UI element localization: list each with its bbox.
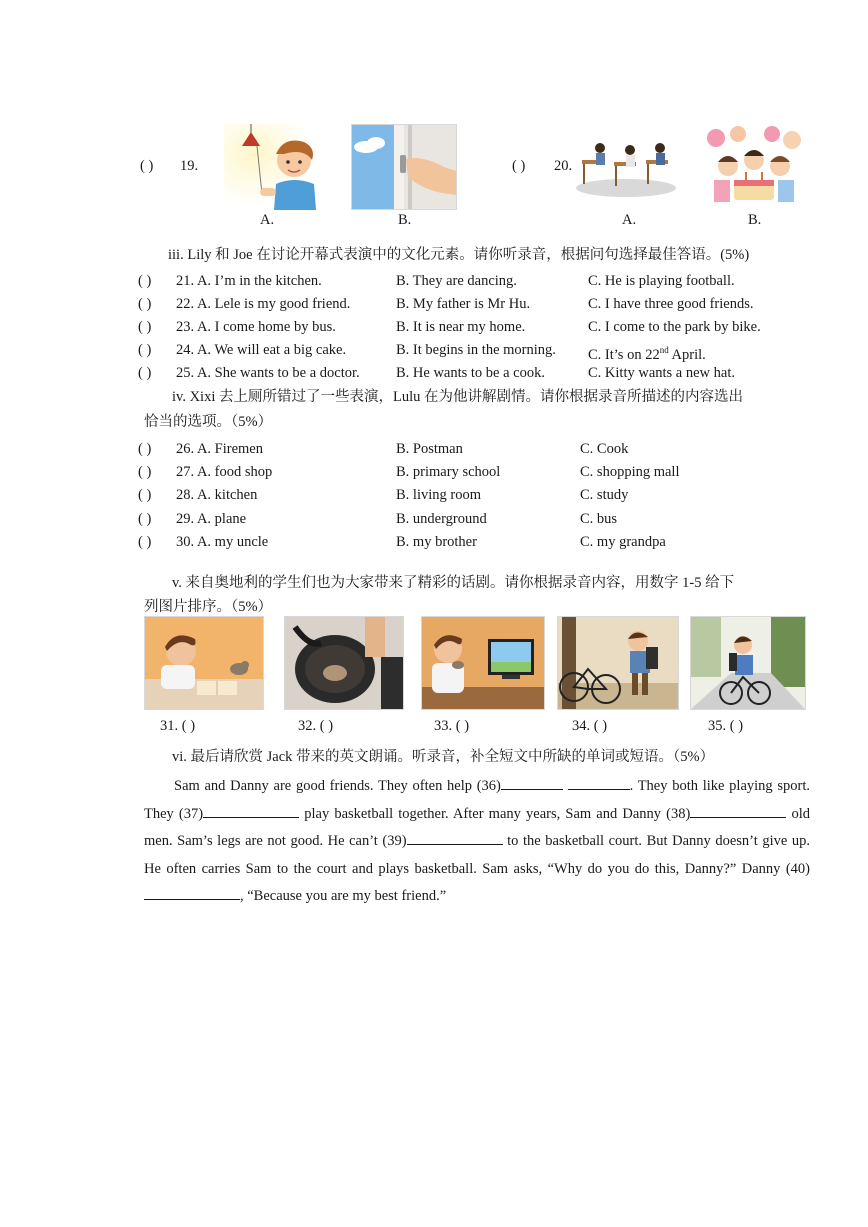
question-30-row bbox=[138, 531, 818, 553]
picture-34-boy-bike-tree bbox=[557, 616, 679, 710]
section-v-heading-line1: v. 来自奥地利的学生们也为大家带来了精彩的话剧。请你根据录音内容，用数字 1-5 给下 bbox=[172, 575, 735, 591]
option-c-24-pre: C. It’s on 22 bbox=[588, 346, 660, 363]
q20-picture-b-birthday-party bbox=[702, 124, 804, 210]
answer-paren-24[interactable]: ( ) bbox=[138, 342, 152, 358]
question-23-row bbox=[138, 316, 818, 338]
passage-part-1: Sam and Danny are good friends. They often help (36) bbox=[174, 778, 501, 794]
blank-39[interactable] bbox=[407, 830, 503, 845]
option-a-26: 26. A. Firemen bbox=[176, 441, 263, 457]
option-c-29: C. bus bbox=[580, 511, 618, 527]
option-b-29: B. underground bbox=[396, 511, 487, 527]
section-vi-heading: vi. 最后请欣赏 Jack 带来的英文朗诵。听录音，补全短文中所缺的单词或短语。（5%） bbox=[172, 749, 715, 765]
option-c-24-post: April. bbox=[668, 346, 706, 363]
answer-paren-26[interactable]: ( ) bbox=[138, 441, 152, 457]
q20-picture-a-classroom bbox=[574, 134, 678, 198]
option-b-30: B. my brother bbox=[396, 534, 477, 550]
question-21-row bbox=[138, 270, 818, 292]
passage-part-5: to the basketball court. But Danny doesn’t give up. He often carries Sam to the court and plays basketball. Sam asks, “Why do you do this, Danny?” Danny (40) bbox=[144, 833, 810, 877]
q19-picture-a-boy-light bbox=[224, 124, 323, 210]
option-c-21: C. He is playing football. bbox=[588, 273, 735, 289]
option-b-24: B. It begins in the morning. bbox=[396, 342, 556, 358]
q19-answer-paren[interactable]: ( ) bbox=[140, 158, 154, 174]
option-c-30: C. my grandpa bbox=[580, 534, 666, 550]
option-a-30: 30. A. my uncle bbox=[176, 534, 269, 550]
option-c-27: C. shopping mall bbox=[580, 464, 680, 480]
passage-part-4: old men. Sam’s legs are not good. He can’t (39) bbox=[144, 805, 810, 849]
answer-paren-22[interactable]: ( ) bbox=[138, 296, 152, 312]
order-caption-31[interactable]: 31. ( ) bbox=[160, 718, 196, 734]
option-c-26: C. Cook bbox=[580, 441, 629, 457]
question-24-row bbox=[138, 339, 818, 361]
answer-paren-21[interactable]: ( ) bbox=[138, 273, 152, 289]
passage-part-3: play basketball together. After many years, Sam and Danny (38) bbox=[299, 805, 691, 822]
order-caption-35[interactable]: 35. ( ) bbox=[708, 718, 744, 734]
option-b-21: B. They are dancing. bbox=[396, 273, 517, 289]
option-a-23: 23. A. I come home by bus. bbox=[176, 319, 336, 335]
picture-32-bag-bird bbox=[284, 616, 404, 710]
picture-35-boy-riding-bike bbox=[690, 616, 806, 710]
question-22-row bbox=[138, 293, 818, 315]
answer-paren-28[interactable]: ( ) bbox=[138, 487, 152, 503]
option-c-28: C. study bbox=[580, 487, 629, 503]
option-b-25: B. He wants to be a cook. bbox=[396, 365, 545, 381]
question-25-row bbox=[138, 362, 818, 384]
order-caption-34[interactable]: 34. ( ) bbox=[572, 718, 608, 734]
q19-option-a: A. bbox=[260, 212, 275, 228]
option-b-27: B. primary school bbox=[396, 464, 501, 480]
section-iv-heading-line2: 恰当的选项。（5%） bbox=[144, 414, 273, 430]
q20-option-b: B. bbox=[748, 212, 762, 228]
blank-36a[interactable] bbox=[501, 775, 563, 790]
q20-answer-paren[interactable]: ( ) bbox=[512, 158, 526, 174]
option-a-21: 21. A. I’m in the kitchen. bbox=[176, 273, 322, 289]
answer-paren-23[interactable]: ( ) bbox=[138, 319, 152, 335]
option-a-28: 28. A. kitchen bbox=[176, 487, 258, 503]
passage-part-2: . They both like playing sport. They (37) bbox=[144, 778, 810, 822]
option-b-26: B. Postman bbox=[396, 441, 463, 457]
option-a-22: 22. A. Lele is my good friend. bbox=[176, 296, 351, 312]
answer-paren-29[interactable]: ( ) bbox=[138, 511, 152, 527]
section-iii-heading: iii. Lily 和 Joe 在讨论开幕式表演中的文化元素。请你听录音，根据问句选择最佳答语。(5%) bbox=[168, 247, 750, 263]
option-c-23: C. I come to the park by bike. bbox=[588, 319, 761, 335]
q20-option-a: A. bbox=[622, 212, 637, 228]
blank-40[interactable] bbox=[144, 885, 240, 900]
option-a-27: 27. A. food shop bbox=[176, 464, 273, 480]
option-c-24-sup: nd bbox=[659, 345, 669, 355]
blank-38[interactable] bbox=[690, 803, 786, 818]
q20-label: 20. bbox=[554, 158, 573, 174]
option-a-29: 29. A. plane bbox=[176, 511, 247, 527]
answer-paren-25[interactable]: ( ) bbox=[138, 365, 152, 381]
option-b-22: B. My father is Mr Hu. bbox=[396, 296, 531, 312]
section-iv-heading-line1: iv. Xixi 去上厕所错过了一些表演，Lulu 在为他讲解剧情。请你根据录音所描述的内容选出 bbox=[172, 389, 743, 405]
option-b-23: B. It is near my home. bbox=[396, 319, 526, 335]
answer-paren-30[interactable]: ( ) bbox=[138, 534, 152, 550]
option-c-22: C. I have three good friends. bbox=[588, 296, 754, 312]
question-28-row bbox=[138, 484, 818, 506]
question-29-row bbox=[138, 508, 818, 530]
option-a-25: 25. A. She wants to be a doctor. bbox=[176, 365, 360, 381]
blank-37[interactable] bbox=[203, 803, 299, 818]
order-caption-32[interactable]: 32. ( ) bbox=[298, 718, 334, 734]
q19-label: 19. bbox=[180, 158, 199, 174]
answer-paren-27[interactable]: ( ) bbox=[138, 464, 152, 480]
q19-picture-b-window-handle bbox=[351, 124, 457, 210]
option-a-24: 24. A. We will eat a big cake. bbox=[176, 342, 347, 358]
option-b-28: B. living room bbox=[396, 487, 481, 503]
q19-option-b: B. bbox=[398, 212, 412, 228]
passage-part-6: , “Because you are my best friend.” bbox=[240, 888, 447, 904]
option-c-25: C. Kitty wants a new hat. bbox=[588, 365, 735, 381]
section-v-heading-line2: 列图片排序。（5%） bbox=[144, 599, 273, 615]
order-caption-33[interactable]: 33. ( ) bbox=[434, 718, 470, 734]
blank-36b[interactable] bbox=[568, 775, 630, 790]
question-27-row bbox=[138, 461, 818, 483]
question-26-row bbox=[138, 438, 818, 460]
picture-31-boy-reading-bird bbox=[144, 616, 264, 710]
picture-33-boy-tv bbox=[421, 616, 545, 710]
cloze-passage bbox=[144, 773, 810, 911]
